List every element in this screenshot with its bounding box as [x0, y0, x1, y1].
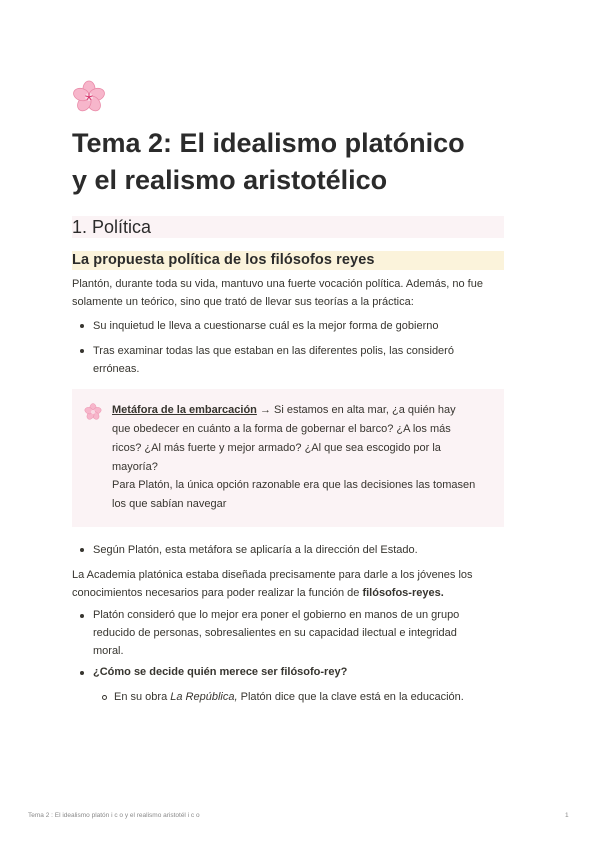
- bullet-dot: [80, 548, 84, 552]
- list-item: [93, 342, 513, 378]
- list-item-text: erróneas.: [93, 363, 140, 375]
- intro-line1: Plantón, durante toda su vida, mantuvo una fuerte vocación política. Además, no fue: [72, 278, 483, 290]
- section-heading: 1. Política: [72, 216, 504, 238]
- list-item: [93, 606, 513, 660]
- intro-line2: solamente un teórico, sino que trató de llevar sus teorías a la práctica:: [72, 296, 414, 308]
- sub-bullet-circle: [102, 695, 107, 700]
- list-item-text: Según Platón, esta metáfora se aplicaría a la dirección del Estado.: [93, 544, 418, 556]
- page-title-line1: Tema 2: El idealismo platónico: [72, 128, 465, 158]
- callout-p2-line2: los que sabían navegar: [112, 498, 227, 510]
- callout-p2-line1: Para Platón, la única opción razonable era que las decisiones las tomasen: [112, 479, 476, 491]
- bullet-dot: [80, 671, 84, 675]
- bullet-dot: [80, 614, 84, 618]
- sub-list-item-text: [114, 688, 514, 706]
- footer-title: Tema 2 : El idealismo platón i c o y el realismo aristotél i c o: [28, 812, 200, 819]
- sub-list-item: [114, 688, 514, 706]
- callout-line1: [112, 401, 496, 420]
- page-title: [72, 125, 532, 199]
- academy-line2: [72, 584, 512, 602]
- intro-paragraph: [72, 275, 512, 311]
- list-item-text: reducido de personas, sobresalientes en su capacidad ilectual e integridad: [93, 627, 457, 639]
- cherry-blossom-icon: [72, 80, 106, 114]
- bullet-dot: [80, 324, 84, 328]
- callout-line4: mayoría?: [112, 461, 158, 473]
- list-item-text: Su inquietud le lleva a cuestionarse cuál es la mejor forma de gobierno: [93, 320, 439, 332]
- list-item-text: Platón consideró que lo mejor era poner el gobierno en manos de un grupo: [93, 609, 460, 621]
- list-item: [93, 317, 513, 335]
- list-item-text: moral.: [93, 645, 124, 657]
- callout-title: Metáfora de la embarcación: [112, 404, 257, 416]
- list-item: [93, 541, 513, 559]
- list-item-question: ¿Cómo se decide quién merece ser filósofo-rey?: [93, 666, 348, 678]
- cherry-blossom-icon: [84, 403, 102, 421]
- bullet-dot: [80, 349, 84, 353]
- academy-line2-bold: filósofos-reyes.: [362, 587, 444, 599]
- subsection-heading: La propuesta política de los filósofos reyes: [72, 251, 504, 270]
- callout-line3: ricos? ¿Al más fuerte y mejor armado? ¿Al que sea escogido por la: [112, 442, 441, 454]
- academy-line1: La Academia platónica estaba diseñada precisamente para darle a los jóvenes los: [72, 569, 473, 581]
- page-number: 1: [565, 812, 569, 819]
- sub-text-pre: En su obra: [114, 691, 171, 703]
- callout-box: [72, 389, 504, 527]
- list-item-text: Tras examinar todas las que estaban en las diferentes polis, las consideró: [93, 345, 454, 357]
- callout-paragraph-2: [112, 476, 496, 514]
- callout-question: → Si estamos en alta mar, ¿a quién hay: [256, 404, 456, 416]
- page-title-line2: y el realismo aristotélico: [72, 165, 388, 195]
- book-title: La República,: [170, 691, 238, 703]
- callout-line2: que obedecer en cuánto a la forma de gobernar el barco? ¿A los más: [112, 423, 451, 435]
- callout-paragraph: [112, 401, 496, 477]
- sub-text-post: Platón dice que la clave está en la educación.: [237, 691, 464, 703]
- academy-line2-text: conocimientos necesarios para poder realizar la función de: [72, 587, 363, 599]
- list-item: [93, 663, 513, 681]
- academy-paragraph: [72, 566, 512, 602]
